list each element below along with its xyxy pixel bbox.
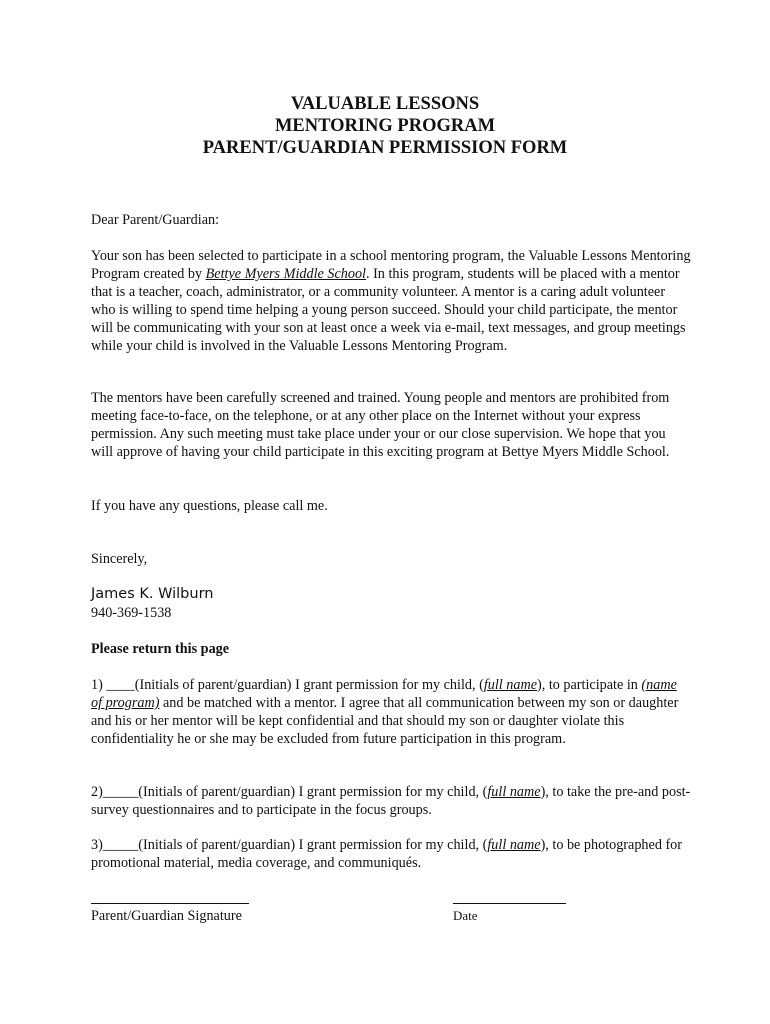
paragraph-questions: If you have any questions, please call me. <box>91 498 328 514</box>
item1-text-c: and be matched with a mentor. I agree that all communication between my son or daughter and his or her mentor will be kept confidential and that should my son or daughter violate this confidentiality he or she may be excluded from future participation in this program. <box>91 695 679 747</box>
item1-program-name-text: name of program) <box>91 677 677 711</box>
permission-item-2 <box>91 783 691 819</box>
return-heading: Please return this page <box>91 641 230 657</box>
title-line-1: VALUABLE LESSONS <box>290 94 480 114</box>
permission-item-3 <box>91 836 691 872</box>
paragraph-intro <box>91 247 691 355</box>
item2-text-a: 2)_____(Initials of parent/guardian) I grant permission for my child, ( <box>91 784 488 800</box>
signature-line[interactable] <box>91 903 249 904</box>
paragraph-safety: The mentors have been carefully screened and trained. Young people and mentors are prohibited from meeting face-to-face, on the telephone, or at any other place on the Internet without your express permission. Any such meeting must take place under your or our close supervision. We hope that you will approve of having your child participate in this exciting program at Bettye Myers Middle School. <box>91 390 670 460</box>
item3-text-a: 3)_____(Initials of parent/guardian) I grant permission for my child, ( <box>91 837 488 853</box>
item2-text-b: ), to take the pre-and post-survey questionnaires and to participate in the focus groups. <box>91 784 691 818</box>
item1-text-a: 1) ____(Initials of parent/guardian) I grant permission for my child, ( <box>91 677 484 693</box>
title-line-2: MENTORING PROGRAM <box>274 116 496 136</box>
permission-item-1 <box>91 676 691 748</box>
signer-phone: 940-369-1538 <box>91 605 172 621</box>
date-line[interactable] <box>453 903 566 904</box>
item3-full-name: full name <box>487 837 541 853</box>
signer-name: James K. Wilburn <box>91 586 214 602</box>
greeting: Dear Parent/Guardian: <box>91 212 220 228</box>
signature-label: Parent/Guardian Signature <box>91 908 242 924</box>
paragraph-intro-text-b: . In this program, students will be placed with a mentor that is a teacher, coach, administrator, or a community volunteer. A mentor is a caring adult volunteer who is willing to spend time helping a young person succeed. Should your child participate, the mentor will be communicating with your son at least once a week via e-mail, text messages, and group meetings while your child is involved in the Valuable Lessons Mentoring Program. <box>91 266 686 354</box>
closing: Sincerely, <box>91 551 148 567</box>
item1-program-name: (name of program) <box>91 677 677 711</box>
paragraph-intro-text-a: Your son has been selected to participate in a school mentoring program, the Valuable Lessons Mentoring Program created by <box>91 248 691 282</box>
item1-text-b: ), to participate in <box>537 677 642 693</box>
item2-full-name: full name <box>487 784 541 800</box>
item1-full-name: full name <box>483 677 538 693</box>
item3-text-b: ), to be photographed for promotional material, media coverage, and communiqués. <box>91 837 683 871</box>
date-label: Date <box>453 908 478 923</box>
school-name: Bettye Myers Middle School <box>205 266 366 282</box>
title-line-3: PARENT/GUARDIAN PERMISSION FORM <box>202 138 568 158</box>
